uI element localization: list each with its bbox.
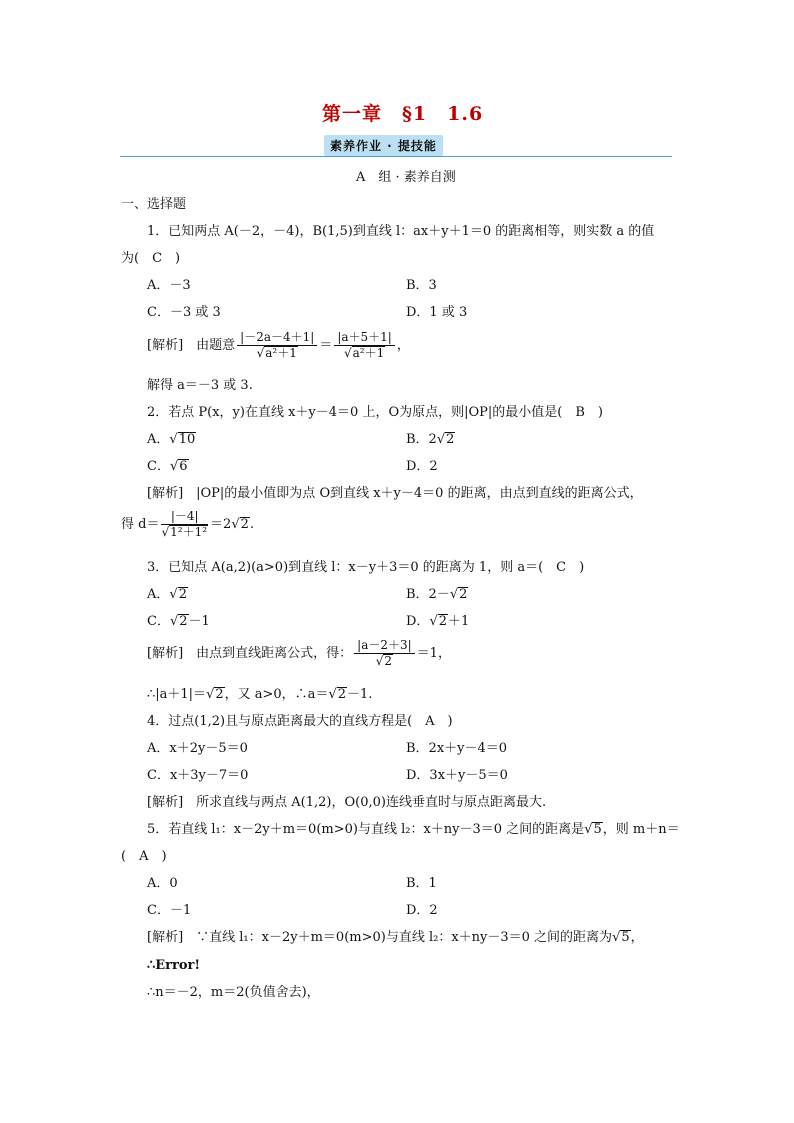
- q3-option-c: C．√2－1: [147, 614, 210, 629]
- header-rule: [120, 156, 672, 157]
- section-band: 素养作业 · 提技能: [324, 135, 443, 156]
- q1-solution-suffix: ，: [396, 338, 410, 353]
- q2-option-a: A．√10: [147, 432, 196, 447]
- q5-solution-result: ∴n＝－2，m＝2(负值舍去)，: [147, 985, 320, 1000]
- q1-fraction-2-denominator: a²＋1: [352, 346, 385, 360]
- q1-solution-result: 解得 a＝－3 或 3.: [147, 378, 253, 393]
- q2-solution-line2: 得 d＝ $\frac{|-4|}{\text{√1²＋1²}}$ ＝2√2.: [121, 509, 255, 539]
- q1-fraction-2-numerator: |a＋5＋1|: [334, 330, 395, 346]
- q5-option-c: C．－1: [147, 903, 192, 918]
- q1-fraction-1-denominator: a²＋1: [265, 346, 297, 360]
- q3-solution-result: ∴|a＋1|＝√2，又 a>0，∴a＝√2－1.: [147, 687, 373, 702]
- q1-option-a: A．－3: [147, 278, 191, 293]
- q4-option-d: D．3x＋y－5＝0: [406, 768, 508, 783]
- q4-option-b: B．2x＋y－4＝0: [406, 741, 508, 756]
- group-title: A 组 · 素养自测: [356, 170, 456, 185]
- chapter-title: 第一章 §1 1.6: [322, 103, 484, 125]
- q3-stem: 3．已知点 A(a,2)(a>0)到直线 l：x－y＋3＝0 的距离为 1，则 a＝( C ): [147, 560, 585, 575]
- q5-stem-line2: ( A ): [121, 849, 167, 864]
- q2-solution-line1: [解析] |OP|的最小值即为点 O到直线 x＋y－4＝0 的距离，由点到直线的距离公式，: [147, 486, 643, 501]
- q4-option-a: A．x＋2y－5＝0: [147, 741, 248, 756]
- q4-solution: [解析] 所求直线与两点 A(1,2)，O(0,0)连线垂直时与原点距离最大.: [147, 795, 547, 810]
- q5-option-b: B．1: [406, 876, 437, 891]
- q1-fraction-1: $\frac{|-2a-4+1|}{\text{√a²＋1}}$: [237, 330, 317, 361]
- q2-option-d: D．2: [406, 459, 438, 474]
- q1-equals: ＝: [319, 338, 333, 353]
- q1-fraction-2: $\frac{|a+5+1|}{\text{√a²＋1}}$: [334, 330, 395, 361]
- q2-option-c: C．√6: [147, 459, 188, 474]
- q2-option-b: B．2√2: [406, 432, 455, 447]
- q1-solution-prefix: [解析] 由题意: [147, 338, 236, 353]
- q5-option-d: D．2: [406, 903, 438, 918]
- q4-stem: 4．过点(1,2)且与原点距离最大的直线方程是( A ): [147, 714, 453, 729]
- q4-option-c: C．x＋3y－7＝0: [147, 768, 249, 783]
- q5-option-a: A．0: [147, 876, 178, 891]
- q2-fraction: $\frac{|-4|}{\text{√1²＋1²}}$: [161, 509, 208, 539]
- q2-stem: 2．若点 P(x，y)在直线 x＋y－4＝0 上，O为原点，则|OP|的最小值是( B ): [147, 405, 603, 420]
- q1-stem-line2: 为( C ): [121, 251, 181, 266]
- q1-option-d: D．1 或 3: [406, 305, 468, 320]
- q3-fraction: $\frac{|a-2+3|}{√2}$: [354, 638, 415, 669]
- q1-stem-line1: 1．已知两点 A(－2，－4)，B(1,5)到直线 l：ax＋y＋1＝0 的距离相等，则实数 a 的值: [147, 224, 655, 239]
- q5-solution-line1: [解析] ∵直线 l₁：x－2y＋m＝0(m>0)与直线 l₂：x＋ny－3＝0 之间的距离为√5，: [147, 930, 644, 945]
- q1-solution: [147, 330, 410, 361]
- q1-option-b: B．3: [406, 278, 437, 293]
- q3-option-a: A．√2: [147, 587, 187, 602]
- q3-option-b: B．2－√2: [406, 587, 468, 602]
- q5-solution-error: ∴Error!: [147, 958, 201, 973]
- q1-option-c: C．－3 或 3: [147, 305, 221, 320]
- q3-option-d: D．√2＋1: [406, 614, 470, 629]
- section-heading: 一、选择题: [121, 197, 187, 212]
- q3-solution: [解析] 由点到直线距离公式，得： $\frac{|a-2+3|}{√2}$ ＝1，: [147, 638, 451, 668]
- q5-stem-line1: 5．若直线 l₁：x－2y＋m＝0(m>0)与直线 l₂：x＋ny－3＝0 之间的距离是√5，则 m＋n＝: [147, 822, 680, 837]
- q1-fraction-1-numerator: |－2a－4＋1|: [237, 330, 317, 346]
